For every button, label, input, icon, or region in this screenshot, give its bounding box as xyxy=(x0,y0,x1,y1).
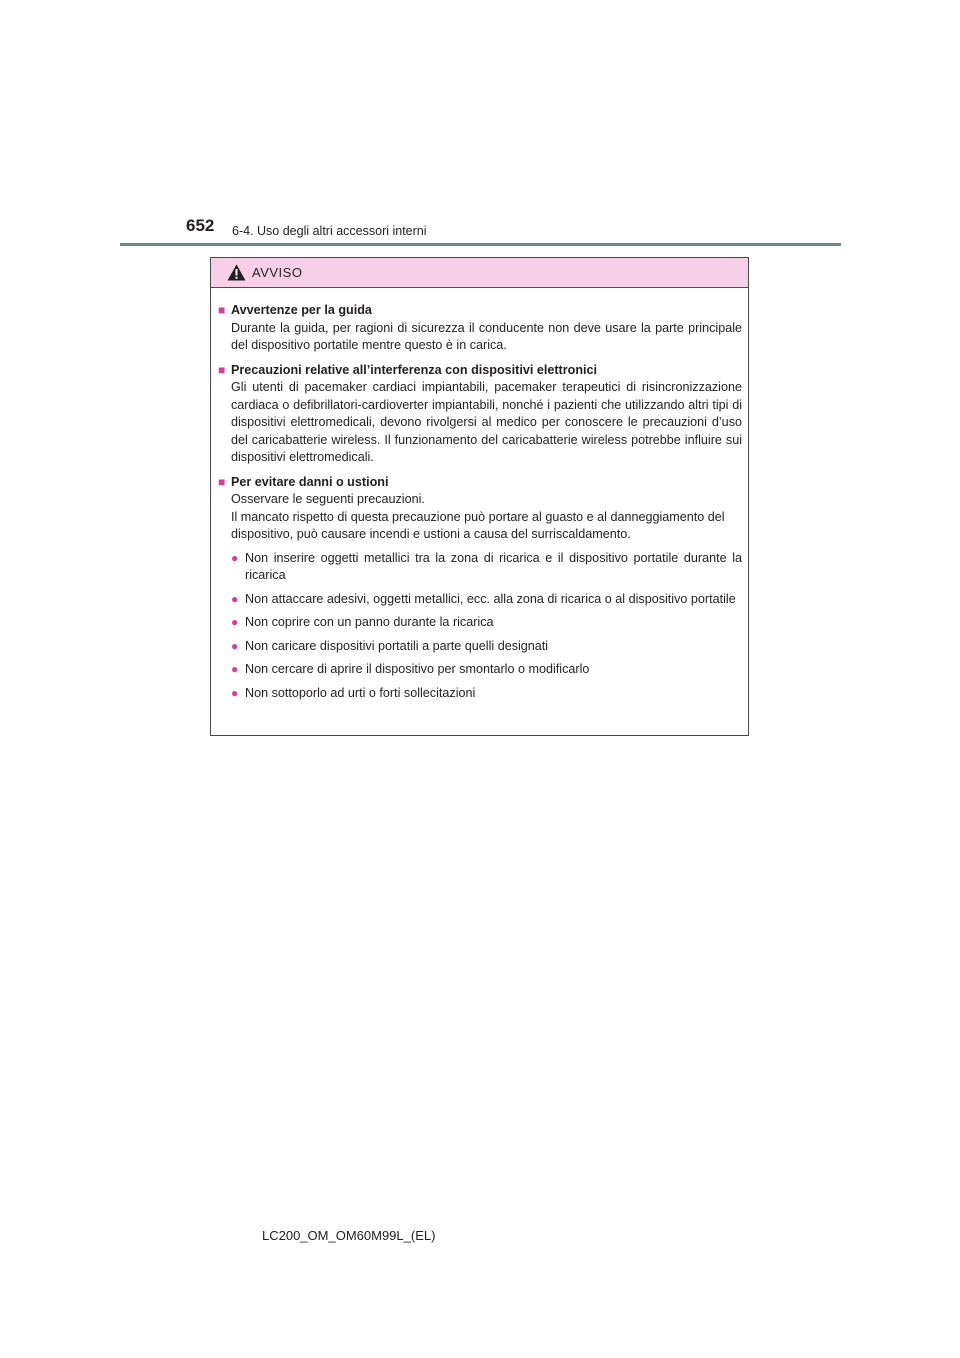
square-bullet-icon: ■ xyxy=(218,362,226,377)
item-title: Avvertenze per la guida xyxy=(231,303,372,317)
warning-item-interference xyxy=(218,362,742,467)
header-rule xyxy=(120,243,841,246)
square-bullet-icon: ■ xyxy=(218,474,226,489)
warning-title: AVVISO xyxy=(252,265,303,280)
circle-bullet-icon: ● xyxy=(231,591,239,606)
warning-item-damage xyxy=(218,474,742,703)
circle-bullet-icon: ● xyxy=(231,685,239,700)
warning-box xyxy=(210,257,749,736)
warning-header xyxy=(211,258,748,288)
item-text: Gli utenti di pacemaker cardiaci impiantabili, pacemaker terapeutici di risincronizzazione cardiaca o defibrillatori-cardioverter impiantabili, nonché i pazienti che utilizzando altri tipi di dispositivi elettromedicali, devono rivolgersi al medico per conoscere le precauzioni d’uso del caricabatterie wireless. Il funzionamento del caricabatterie wireless potrebbe influire sui dispositivi elettromedicali. xyxy=(231,380,742,464)
list-item: ● Non sottoporlo ad urti o forti sollecitazioni xyxy=(218,685,742,703)
circle-bullet-icon: ● xyxy=(231,615,239,629)
section-title: 6-4. Uso degli altri accessori interni xyxy=(232,224,427,238)
square-bullet-icon: ■ xyxy=(218,303,226,317)
warning-triangle-icon xyxy=(227,264,246,281)
list-item: ● Non coprire con un panno durante la ricarica xyxy=(218,614,742,632)
circle-bullet-icon: ● xyxy=(231,550,239,565)
item-text: Osservare le seguenti precauzioni. xyxy=(231,492,425,506)
list-item: ● Non attaccare adesivi, oggetti metallici, ecc. alla zona di ricarica o al dispositivo portatile xyxy=(218,591,742,609)
item-text: Il mancato rispetto di questa precauzione può portare al guasto e al danneggiamento del dispositivo, può causare incendi e ustioni a causa del surriscaldamento. xyxy=(231,509,725,541)
circle-bullet-icon: ● xyxy=(231,662,239,676)
item-title: Per evitare danni o ustioni xyxy=(231,474,389,489)
warning-item-driving xyxy=(218,302,742,355)
circle-bullet-icon: ● xyxy=(231,638,239,653)
item-title: Precauzioni relative all’interferenza con dispositivi elettronici xyxy=(231,362,598,377)
list-item: ● Non cercare di aprire il dispositivo per smontarlo o modificarlo xyxy=(218,661,742,679)
document-code: LC200_OM_OM60M99L_(EL) xyxy=(262,1228,436,1243)
page-number: 652 xyxy=(186,216,215,235)
item-text: Durante la guida, per ragioni di sicurezza il conducente non deve usare la parte principale del dispositivo portatile mentre questo è in carica. xyxy=(231,320,742,352)
warning-body xyxy=(211,288,748,702)
list-item: ● Non caricare dispositivi portatili a parte quelli designati xyxy=(218,638,742,656)
list-item: ● Non inserire oggetti metallici tra la zona di ricarica e il dispositivo portatile durante la ricarica xyxy=(231,550,742,582)
